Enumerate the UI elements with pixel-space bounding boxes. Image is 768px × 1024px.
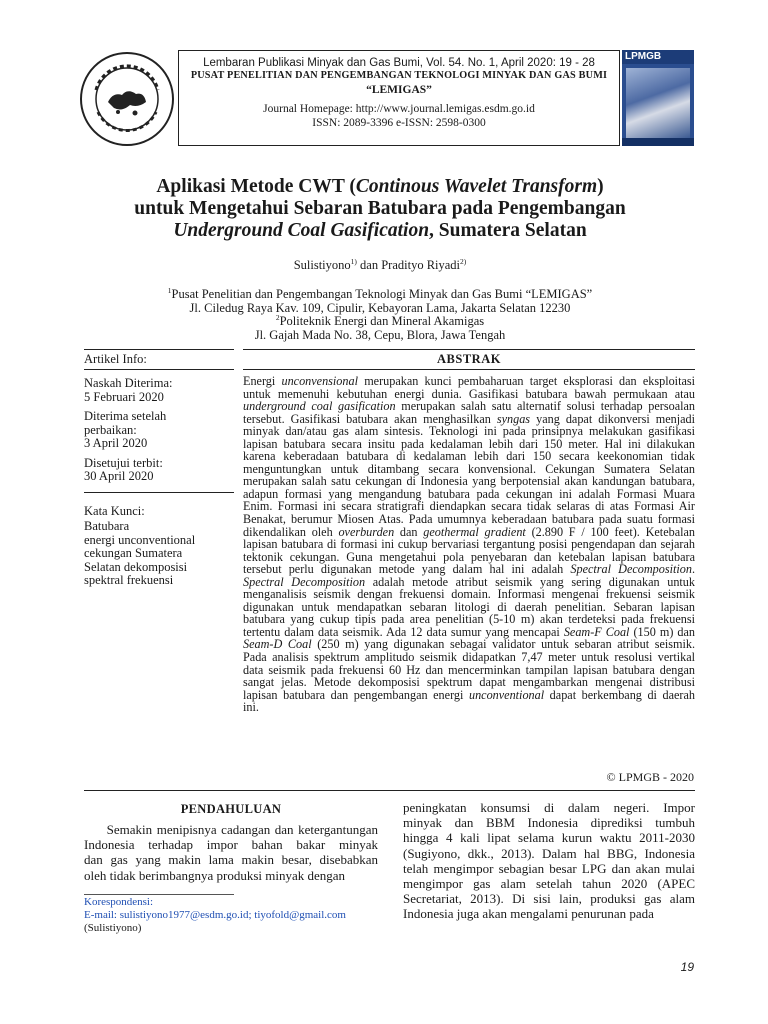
divider xyxy=(243,349,695,350)
title-line-2: untuk Mengetahui Sebaran Batubara pada Pengembangan xyxy=(134,198,626,219)
abstract-line: lapisan batubara di formasi ini cukup bervariasi tergantung posisi pengendapan dan sejarah xyxy=(243,537,695,552)
received-label: Naskah Diterima: xyxy=(84,376,173,390)
abstract-line: digunakan untuk mendapatkan sebaran litologi di daerah penelitian. Sebaran lapisan xyxy=(243,599,695,614)
divider xyxy=(84,790,695,791)
author-conjunction: dan xyxy=(356,258,382,272)
abstract-line: adapun formasi yang mengandung batubara pada cekungan ini adalah Formasi Muara xyxy=(243,486,695,501)
author-1-affil: 1) xyxy=(350,256,357,266)
abstract-line: minyak dan/atau gas alam sintesis. Teknologi ini pada prinsipnya melakukan gasifikasi xyxy=(243,424,695,439)
keyword: energi unconventional xyxy=(84,532,196,547)
intro-paragraph-right xyxy=(403,800,695,922)
affil-2-address: Jl. Gajah Mada No. 38, Cepu, Blora, Jawa Tengah xyxy=(254,327,506,342)
intro-paragraph-left xyxy=(84,822,378,883)
abstract-line: dikendalikan oleh overburden dan geothermal gradient (2.890 F / 100 feet). Ketebalan xyxy=(243,524,695,539)
body-line: Indonesia juga akan mengalami penurunan pada xyxy=(403,906,654,922)
abstract-line: lapisan batubara secara insitu pada kedalaman lebih dari 150 meter. Hal ini dilakukan xyxy=(243,436,695,451)
abstract-line: ini. xyxy=(243,700,259,715)
journal-header xyxy=(178,50,620,146)
page-number: 19 xyxy=(680,960,694,974)
publisher-name: PUSAT PENELITIAN DAN PENGEMBANGAN TEKNOLOGI MINYAK DAN GAS BUMI xyxy=(190,70,608,81)
cover-bar xyxy=(622,138,694,146)
abstract-line: untuk memenuhi kebutuhan energi dunia. Gasifikasi batubara bawah permukaan atau xyxy=(243,386,695,401)
abstract-line: Pada analisis spektrum amplitudo seismik didapatkan 7,47 meter untuk resolusi vertikal xyxy=(243,650,695,665)
email-prefix: E-mail: xyxy=(84,909,120,921)
received-date: 5 Februari 2020 xyxy=(84,389,164,404)
author-1: Sulistiyono xyxy=(293,258,351,272)
author-2: Pradityo Riyadi xyxy=(381,258,461,272)
abstract-line: sangat jelas. Metode dekomposisi spektrum dapat mengambarkan mengenai distribusi xyxy=(243,675,695,690)
divider xyxy=(243,369,695,370)
body-line: peningkatan konsumsi di dalam negeri. Impor xyxy=(403,800,695,815)
author-2-affil: 2) xyxy=(460,256,467,266)
abstract-line: tersebut. Gasifikasi batubara akan menghasilkan syngas yang dapat dikonversi menjadi xyxy=(243,411,695,426)
journal-cover-image[interactable] xyxy=(622,50,694,146)
abstract-line: underground coal gasification merupakan salah satu alternatif solusi terhadap persoalan xyxy=(243,399,695,414)
abstract-line: karena keberadaan batubara di kedalaman lebih dari 150 secara keekonomian tidak xyxy=(243,449,695,464)
cover-photo xyxy=(626,68,690,138)
email-separator: ; xyxy=(248,909,255,921)
title-part: , Sumatera Selatan xyxy=(429,220,587,241)
title-part-italic: Underground Coal Gasification xyxy=(173,220,430,241)
body-line: Semakin menipisnya cadangan dan ketergantungan xyxy=(84,822,378,837)
body-line: Indonesia terhadap impor bahan bakar minyak xyxy=(84,837,378,853)
title-part: ) xyxy=(597,176,604,197)
journal-logo xyxy=(78,50,176,148)
body-line: Secretariat, 2013). Di sisi lain, produksi gas alam xyxy=(403,891,695,907)
abstract-line: Enim. Formasi ini secara stratigrafi diendapkan secara tidak selaras di atas Formasi Air xyxy=(243,499,695,514)
copyright: © LPMGB - 2020 xyxy=(606,770,694,784)
divider xyxy=(84,349,234,350)
divider xyxy=(84,492,234,493)
revised-label: Diterima setelah xyxy=(84,409,167,423)
affil-1-address: Jl. Ciledug Raya Kav. 109, Cipulir, Kebayoran Lama, Jakarta Selatan 12230 xyxy=(189,300,571,315)
section-heading: PENDAHULUAN xyxy=(180,802,282,816)
abstract-line: Energi unconvensional merupakan kunci pembaharuan target eksplorasi dan eksploitasi xyxy=(243,374,695,388)
body-line: minyak dan BBM Indonesia diprediksi tumbuh xyxy=(403,815,695,831)
abstract-line: merupakan salah satu cekungan di Indonesia yang berpotensial akan kandungan batubara, xyxy=(243,474,695,489)
abstract-line: Benakat, berumur Miosen Atas. Pada umumnya keberadaan batubara pada suatu formasi xyxy=(243,512,695,527)
email-link-2[interactable]: tiyofold@gmail.com xyxy=(254,909,346,921)
article-info-dates xyxy=(84,377,234,484)
keyword: Batubara xyxy=(84,519,130,533)
divider xyxy=(84,369,234,370)
correspondent-name: (Sulistiyono) xyxy=(84,922,142,934)
affil-1-marker: 1 xyxy=(167,285,172,295)
keyword: cekungan Sumatera xyxy=(84,546,183,560)
footnote-divider xyxy=(84,894,234,895)
body-line: telah mengimpor sebagian besar LPG dan akan mulai xyxy=(403,860,695,876)
email-link-1[interactable]: sulistiyono1977@esdm.go.id xyxy=(119,909,249,921)
keywords-list xyxy=(84,520,234,588)
abstract-line: menguntungkan untuk ditambang secara konvensional. Cekungan Sumatera Selatan xyxy=(243,461,695,476)
cover-label: LPMGB xyxy=(622,50,694,64)
body-line: mengimpor gas alam setelah tahun 2020 (APEC xyxy=(403,876,695,892)
abstract-line: tersebut perlu digunakan metode yang dalam hal ini adalah Spectral Decomposition. xyxy=(243,562,695,577)
abstract-heading: ABSTRAK xyxy=(437,352,501,366)
body-line: (Sugiyono, dkk., 2013). Dalam hal BBG, Indonesia xyxy=(403,845,695,861)
article-title xyxy=(60,176,700,242)
abstract-line: Seam-D Coal (250 m) yang digunakan sebagai validator untuk sebaran atribut seismik. xyxy=(243,637,695,652)
affil-2-name: Politeknik Energi dan Mineral Akamigas xyxy=(279,314,485,328)
body-line: dan gas yang makin lama makin besar, disebabkan xyxy=(84,852,378,868)
body-line: oleh tidak berimbangnya produksi minyak dengan xyxy=(84,867,346,883)
authors xyxy=(60,258,700,273)
issn: ISSN: 2089-3396 e-ISSN: 2598-0300 xyxy=(312,117,486,129)
keyword: spektral frekuensi xyxy=(84,573,174,587)
abstract-line: Spectral Decomposition adalah metode atribut seismik yang sering digunakan untuk xyxy=(243,574,695,589)
revised-label: perbaikan: xyxy=(84,422,137,437)
publisher-short: “LEMIGAS” xyxy=(366,84,432,96)
abstract-line: batubara yang cukup tipis pada area penelitian (5-10 m) akan terdeteksi pada frekuensi xyxy=(243,612,695,627)
journal-citation: Lembaran Publikasi Minyak dan Gas Bumi, Vol. 54. No. 1, April 2020: 19 - 28 xyxy=(203,57,595,69)
abstract-line: lapisan batubara dan pengembangan energi unconventional dapat berkembang di daerah xyxy=(243,687,695,702)
footnote-label: Korespondensi: xyxy=(84,896,154,908)
keyword: Selatan dekomposisi xyxy=(84,559,188,574)
abstract-body xyxy=(243,375,695,714)
abstract-line: menganalisis seismik dengan frekuensi domain. Informasi mengenai frekuensi seismik xyxy=(243,587,695,602)
title-part-italic: Continous Wavelet Transform xyxy=(355,176,598,197)
revised-date: 3 April 2020 xyxy=(84,436,148,450)
body-line: hingga 4 kali lipat selama kurun waktu 2011-2030 xyxy=(403,830,695,846)
article-info-heading: Artikel Info: xyxy=(84,352,147,366)
affiliations xyxy=(60,285,700,342)
journal-homepage[interactable]: Journal Homepage: http://www.journal.lemigas.esdm.go.id xyxy=(263,103,535,115)
abstract-line: data seismik pada frekuensi 60 Hz dan mencerminkan tampilan lapisan batubara dengan xyxy=(243,662,695,677)
correspondence-footnote xyxy=(84,896,378,935)
keywords-heading: Kata Kunci: xyxy=(84,504,145,518)
approved-date: 30 April 2020 xyxy=(84,469,154,483)
abstract-line: tektonik cekungan. Guna mengetahui pola penyebaran dan ketebalan lapisan batubara xyxy=(243,549,695,564)
abstract-line: tertentu dalam data seismik. Ada 12 data sumur yang mencapai Seam-F Coal (150 m) dan xyxy=(243,624,696,639)
affil-2-marker: 2 xyxy=(275,312,280,322)
title-part: Aplikasi Metode CWT ( xyxy=(156,176,356,197)
approved-label: Disetujui terbit: xyxy=(84,455,163,470)
affil-1-name: Pusat Penelitian dan Pengembangan Teknologi Minyak dan Gas Bumi “LEMIGAS” xyxy=(171,287,593,301)
